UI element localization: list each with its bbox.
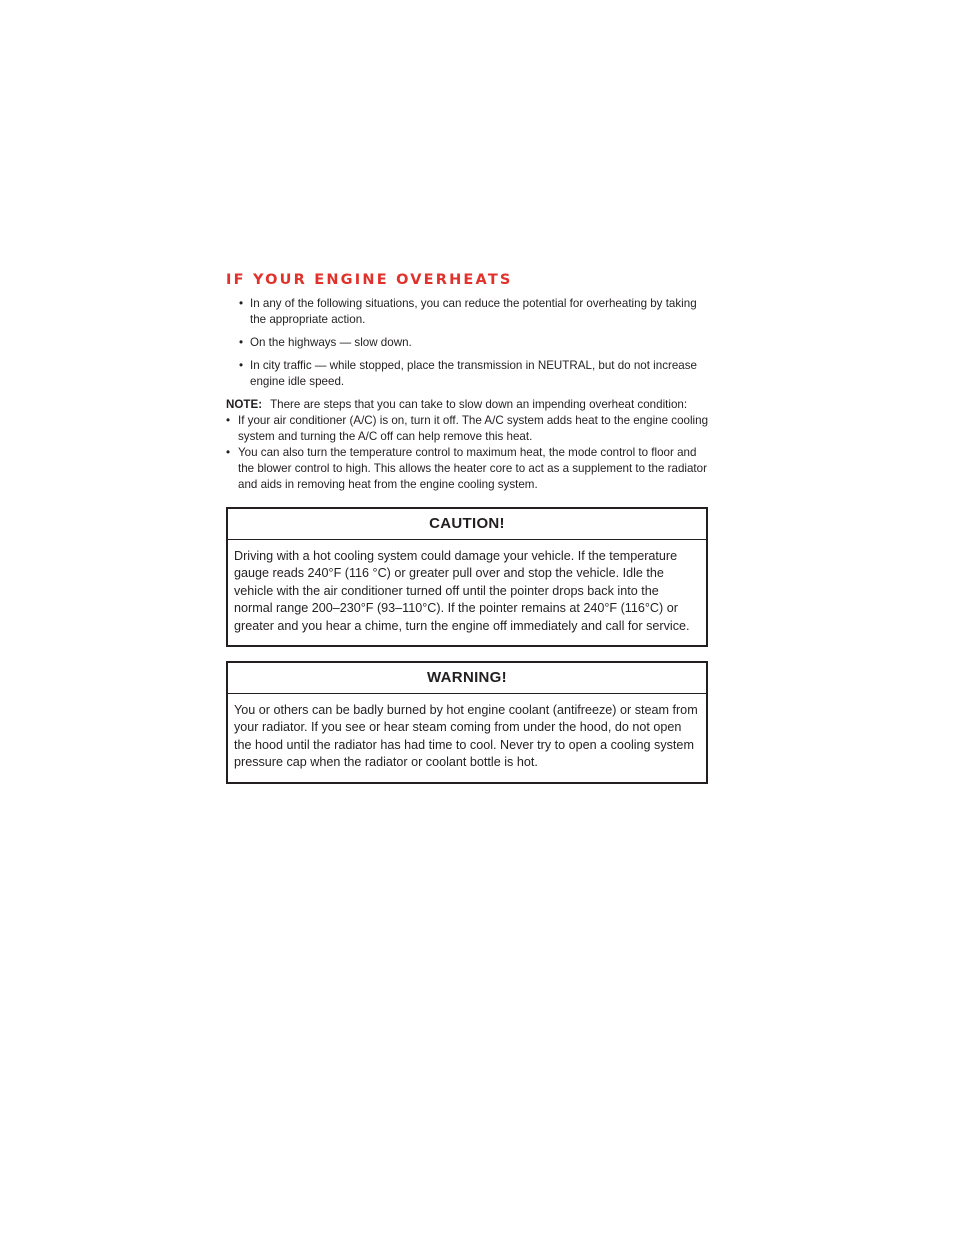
bullet-marker: • [239, 297, 244, 310]
note-block [226, 397, 708, 413]
warning-title: WARNING! [228, 669, 706, 694]
warning-box [226, 661, 708, 784]
note-label: NOTE: [226, 398, 263, 411]
overheat-actions-list [226, 296, 708, 390]
list-item [226, 413, 708, 445]
list-item-text: On the highways — slow down. [250, 336, 412, 349]
section-title: IF YOUR ENGINE OVERHEATS [226, 272, 513, 288]
page-content [226, 270, 708, 784]
list-item-text: You can also turn the temperature control to maximum heat, the mode control to floor and the blower control to high. This allows the heater core to act as a supplement to the radiator and aids in removing heat from the engine cooling system. [238, 446, 707, 491]
note-list [226, 413, 708, 493]
list-item-text: In any of the following situations, you can reduce the potential for overheating by taking the appropriate action. [250, 297, 697, 326]
list-item-text: If your air conditioner (A/C) is on, turn it off. The A/C system adds heat to the engine cooling system and turning the A/C off can help remove this heat. [238, 414, 709, 443]
list-item [226, 358, 708, 390]
bullet-marker: • [226, 446, 231, 459]
caution-text: Driving with a hot cooling system could damage your vehicle. If the temperature gauge reads 240°F (116 °C) or greater pull over and stop the vehicle. Idle the vehicle with the air conditioner turned off until the pointer drops back into the normal range 200–230°F (93–110°C). If the pointer remains at 240°F (116°C) or greater and you hear a chime, turn the engine off immediately and call for service. [234, 549, 690, 633]
warning-text: You or others can be badly burned by hot engine coolant (antifreeze) or steam from your radiator. If you see or hear steam coming from under the hood, do not open the hood until the radiator has had time to cool. Never try to open a cooling system pressure cap when the radiator or coolant bottle is hot. [234, 703, 698, 770]
list-item [226, 445, 708, 493]
list-item [226, 335, 708, 351]
list-item [226, 296, 708, 328]
bullet-marker: • [239, 359, 244, 372]
list-item-text: In city traffic — while stopped, place the transmission in NEUTRAL, but do not increase engine idle speed. [250, 359, 697, 388]
caution-box [226, 507, 708, 647]
caution-title: CAUTION! [228, 515, 706, 540]
note-text: There are steps that you can take to slow down an impending overheat condition: [270, 398, 688, 411]
bullet-marker: • [239, 336, 244, 349]
bullet-marker: • [226, 414, 231, 427]
